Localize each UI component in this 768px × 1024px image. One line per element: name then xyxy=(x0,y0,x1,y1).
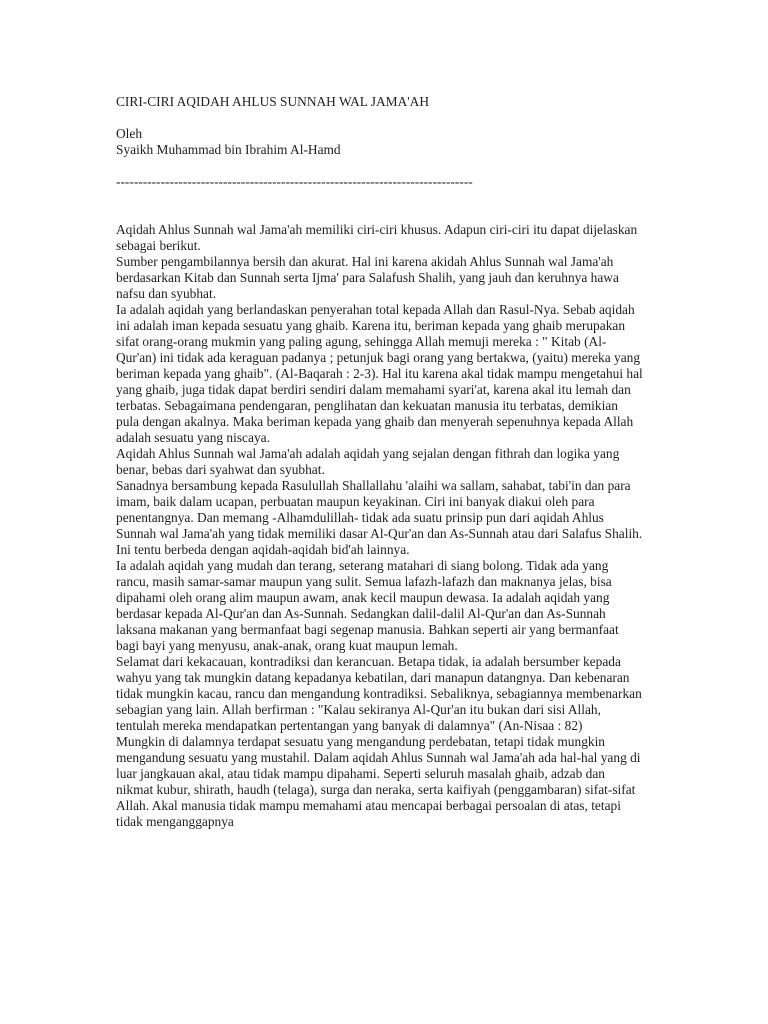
document-body xyxy=(116,94,644,830)
spacer xyxy=(116,190,644,222)
document-title: CIRI-CIRI AQIDAH AHLUS SUNNAH WAL JAMA'AH xyxy=(116,94,430,109)
paragraph-sanad: Sanadnya bersambung kepada Rasulullah Shallallahu 'alaihi wa sallam, sahabat, tabi'in dan para imam, baik dalam ucapan, perbuatan maupun keyakinan. Ciri ini banyak diakui oleh para penentangnya. Dan memang -Alhamdulillah- tidak ada suatu prinsip pun dari aqidah Ahlus Sunnah wal Jama'ah yang tidak memiliki dasar Al-Qur'an dan As-Sunnah atau dari Salafus Shalih. Ini tentu berbeda dengan aqidah-aqidah bid'ah lainnya. xyxy=(116,478,643,557)
paragraph-intro: Aqidah Ahlus Sunnah wal Jama'ah memiliki ciri-ciri khusus. Adapun ciri-ciri itu dapat dijelaskan sebagai berikut. xyxy=(116,222,638,253)
paragraph-beyond-reason: Mungkin di dalamnya terdapat sesuatu yang mengandung perdebatan, tetapi tidak mungkin mengandung sesuatu yang mustahil. Dalam aqidah Ahlus Sunnah wal Jama'ah ada hal-hal yang di luar jangkauan akal, atau tidak mampu dipahami. Seperti seluruh masalah ghaib, adzab dan nikmat kubur, shirath, haudh (telaga), surga dan neraka, serta kaifiyah (penggambaran) sifat-sifat Allah. Akal manusia tidak mampu memahami atau mencapai berbagai persoalan di atas, tetapi tidak menganggapnya xyxy=(116,734,641,829)
article-text xyxy=(116,222,644,830)
paragraph-consistency: Selamat dari kekacauan, kontradiksi dan kerancuan. Betapa tidak, ia adalah bersumber kepada wahyu yang tak mungkin datang kepadanya kebatilan, dari manapun datangnya. Dan kebenaran tidak mungkin kacau, rancu dan mengandung kontradiksi. Sebaliknya, sebagiannya membenarkan sebagian yang lain. Allah berfirman : "Kalau sekiranya Al-Qur'an itu bukan dari sisi Allah, tentulah mereka mendapatkan pertentangan yang banyak di dalamnya" (An-Nisaa : 82) xyxy=(116,654,642,733)
paragraph-fithrah: Aqidah Ahlus Sunnah wal Jama'ah adalah aqidah yang sejalan dengan fithrah dan logika yang benar, bebas dari syahwat dan syubhat. xyxy=(116,446,620,477)
paragraph-submission: Ia adalah aqidah yang berlandaskan penyerahan total kepada Allah dan Rasul-Nya. Sebab aqidah ini adalah iman kepada sesuatu yang ghaib. Karena itu, beriman kepada yang ghaib merupakan sifat orang-orang mukmin yang paling agung, sehingga Allah memuji mereka : " Kitab (Al-Qur'an) ini tidak ada keraguan padanya ; petunjuk bagi orang yang bertakwa, (yaitu) mereka yang beriman kepada yang ghaib". (Al-Baqarah : 2-3). Hal itu karena akal tidak mampu mengetahui hal yang ghaib, juga tidak dapat berdiri sendiri dalam memahami syari'at, karena akal itu lemah dan terbatas. Sebagaimana pendengaran, penglihatan dan kekuatan manusia itu terbatas, demikian pula dengan akalnya. Maka beriman kepada yang ghaib dan menyerah sepenuhnya kepada Allah adalah sesuatu yang niscaya. xyxy=(116,302,643,445)
author-name: Syaikh Muhammad bin Ibrahim Al-Hamd xyxy=(116,142,341,157)
author-label: Oleh xyxy=(116,126,143,141)
dashed-divider: -------------------------------------------------------------------------------- xyxy=(116,174,473,189)
spacer xyxy=(116,110,644,126)
paragraph-clarity: Ia adalah aqidah yang mudah dan terang, seterang matahari di siang bolong. Tidak ada yang rancu, masih samar-samar maupun yang sulit. Semua lafazh-lafazh dan maknanya jelas, bisa dipahami oleh orang alim maupun awam, anak kecil maupun dewasa. Ia adalah aqidah yang berdasar kepada Al-Qur'an dan As-Sunnah. Sedangkan dalil-dalil Al-Qur'an dan As-Sunnah laksana makanan yang bermanfaat bagi segenap manusia. Bahkan seperti air yang bermanfaat bagi bayi yang menyusu, anak-anak, orang kuat maupun lemah. xyxy=(116,558,619,653)
paragraph-source: Sumber pengambilannya bersih dan akurat. Hal ini karena akidah Ahlus Sunnah wal Jama'ah berdasarkan Kitab dan Sunnah serta Ijma' para Salafush Shalih, yang jauh dan keruhnya hawa nafsu dan syubhat. xyxy=(116,254,619,301)
